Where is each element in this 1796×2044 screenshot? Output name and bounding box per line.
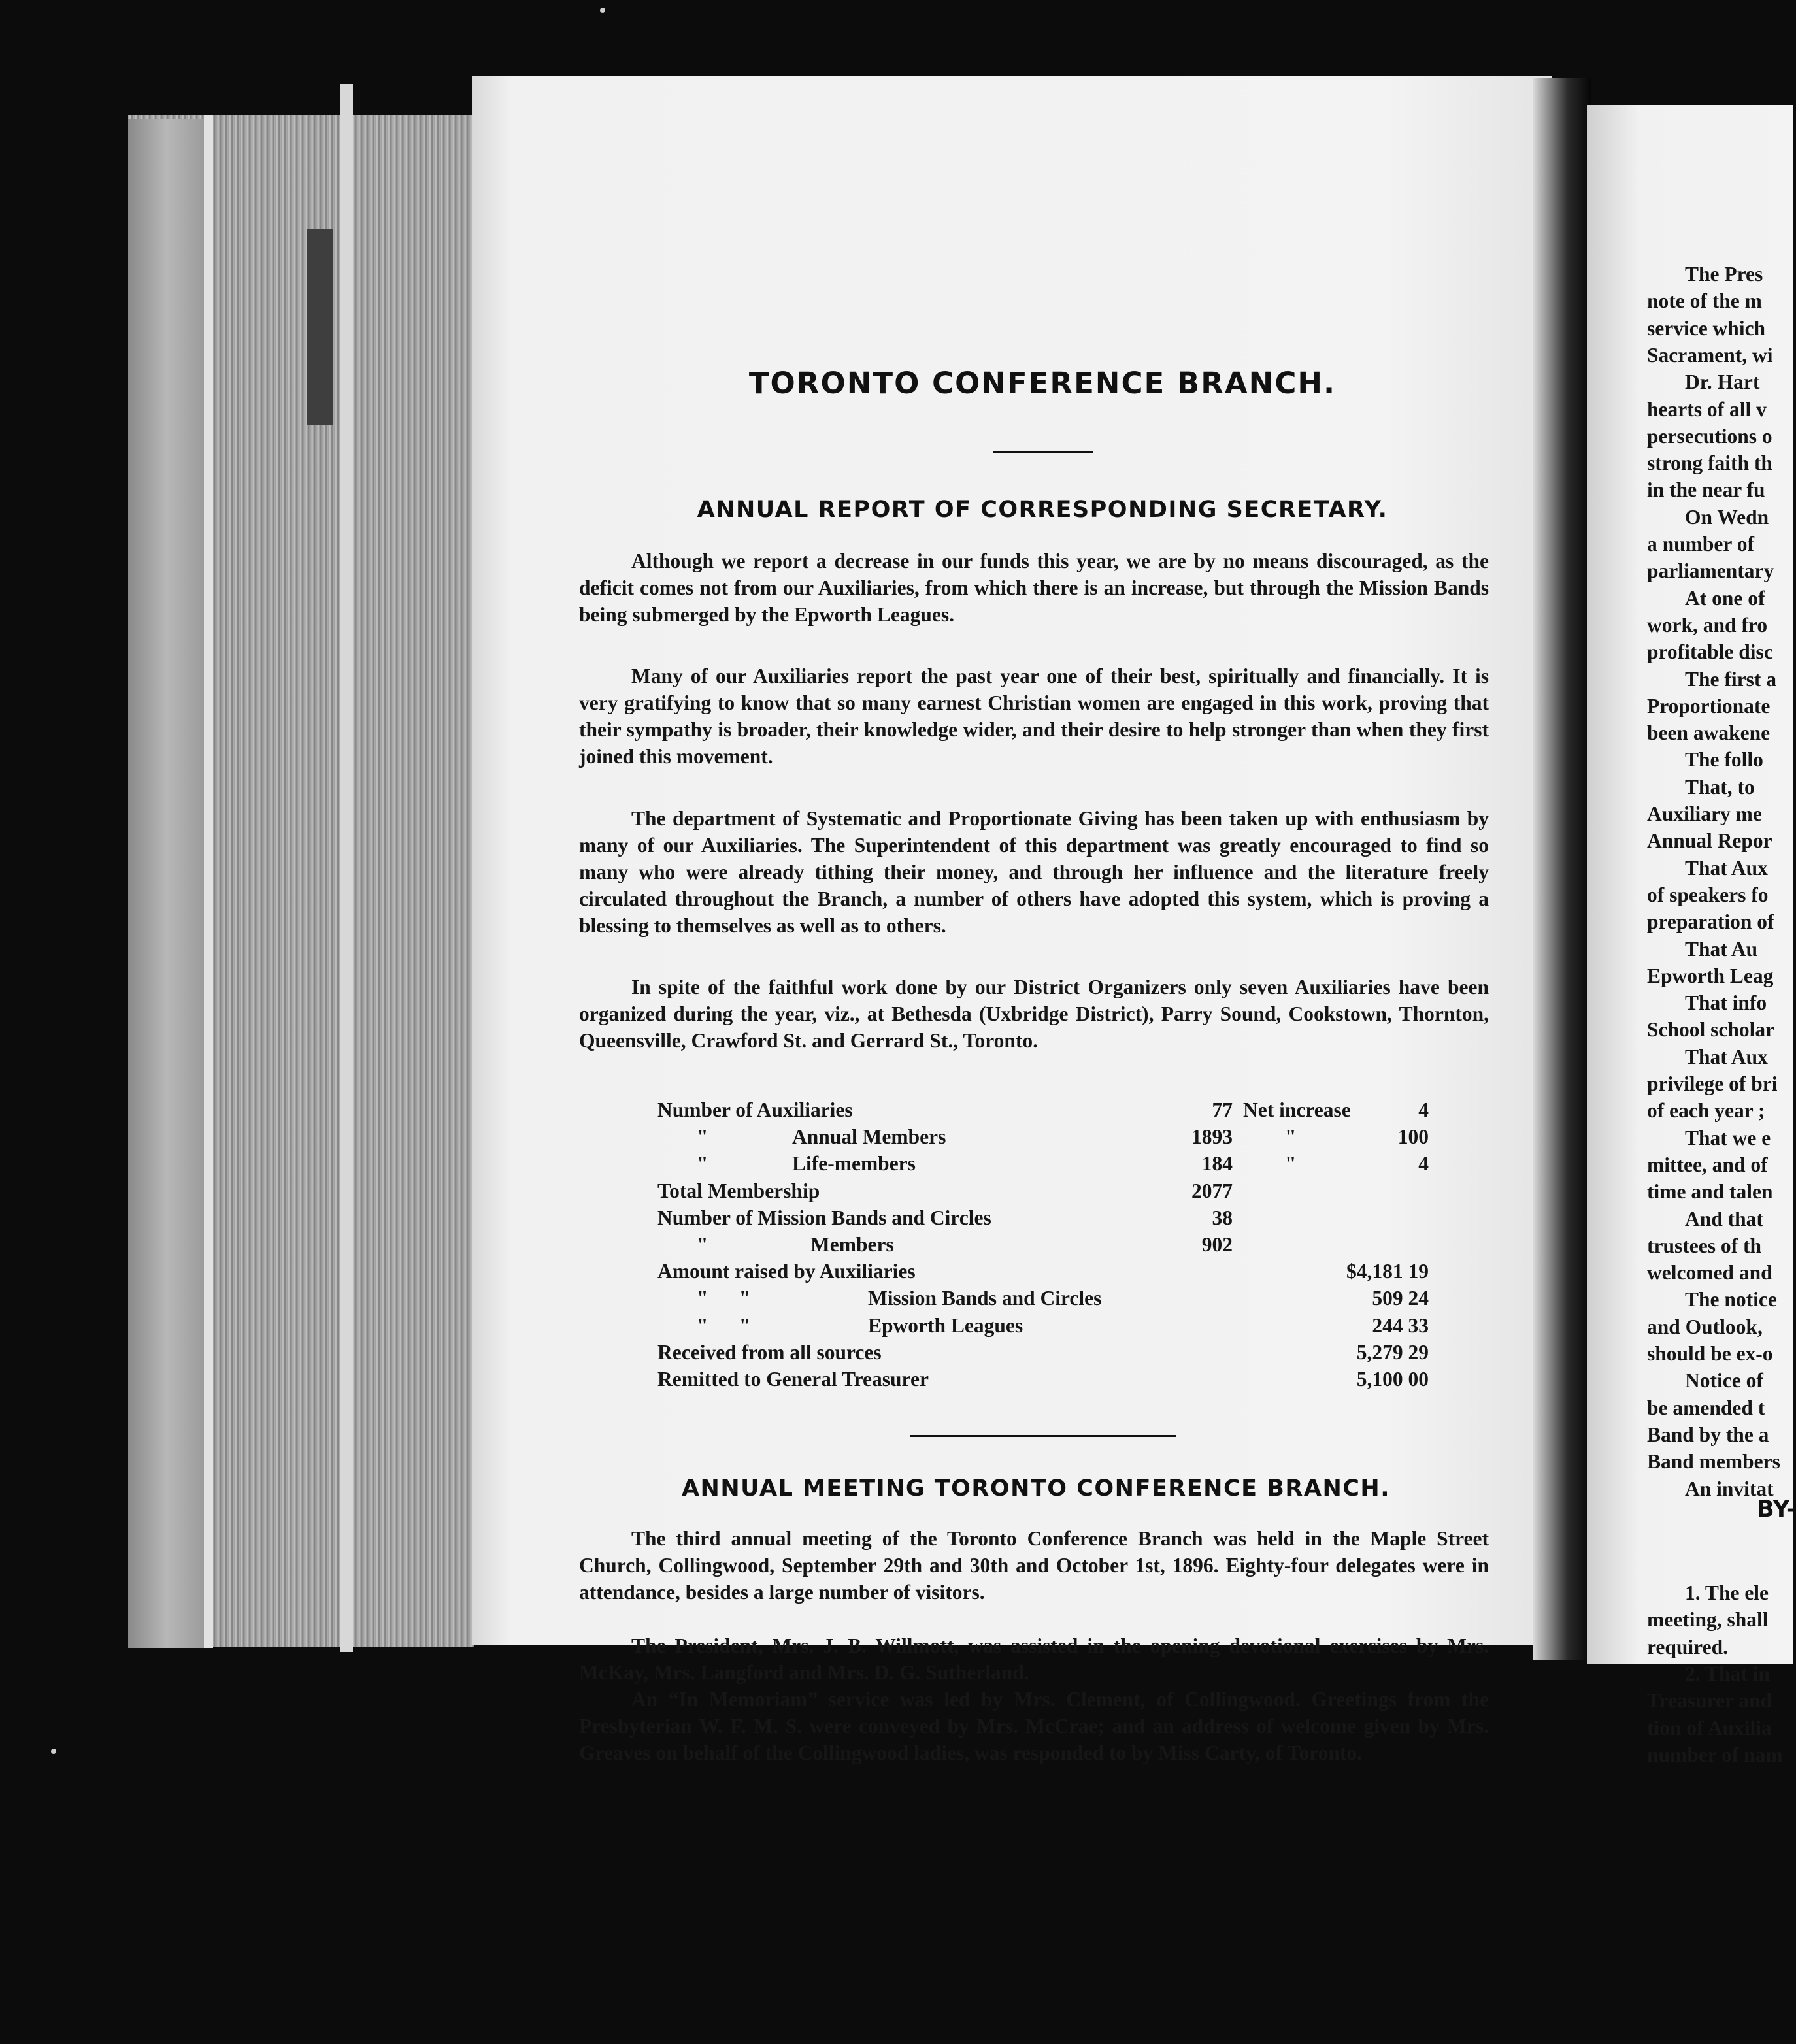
facing-page-line: That Au [1685,937,1758,961]
stats-label: Total Membership [657,1179,820,1202]
report-paragraph: Although we report a decrease in our funds this year, we are by no means discouraged, as the deficit comes not from our Auxiliaries, from which there is an increase, but through the Mission Bands being submerged by the Epworth Leagues. [579,550,1489,626]
stats-net-value: 4 [1418,1098,1429,1121]
stats-net-value: 4 [1418,1152,1429,1176]
stats-sub-label: Life-members [792,1152,916,1176]
amount-label: Amount raised by Auxiliaries [657,1260,916,1283]
facing-page-line: The Pres [1685,263,1763,286]
facing-page-line: School scholar [1647,1018,1775,1042]
facing-page-line: parliamentary [1647,559,1774,583]
stats-row [657,1150,1429,1177]
book-edge-light [340,84,353,1652]
report-paragraph: Many of our Auxiliaries report the past year one of their best, spiritually and financially. It is very gratifying to know that so many earnest Christian women are engaged in this work, proving that their sympathy is broader, their knowledge wider, and their desire to help stronger than when they first joined this movement. [579,665,1489,768]
facing-page-line: mittee, and of [1647,1153,1768,1176]
stats-row [657,1123,1429,1150]
facing-page-line: That, to [1685,775,1755,799]
facing-page-line: That we e [1685,1126,1771,1149]
stats-value: 38 [1212,1206,1233,1229]
facing-page-line: meeting, shall [1647,1608,1769,1632]
facing-page-line: work, and fro [1647,613,1768,636]
book-edge-dark [307,229,333,425]
amount-label: Remitted to General Treasurer [657,1367,929,1391]
stats-row [657,1096,1429,1123]
page-title: TORONTO CONFERENCE BRANCH. [748,366,1337,401]
stats-value: 1893 [1191,1125,1233,1149]
facing-page-line: Notice of [1685,1369,1763,1393]
book-spine-shadow [1533,78,1591,1660]
amount-row [657,1312,1429,1339]
facing-page-line: Treasurer and [1647,1689,1772,1713]
amount-value: $4,181 19 [1346,1260,1429,1283]
facing-page-line: of speakers fo [1647,883,1769,906]
facing-page-line: Annual Repor [1647,829,1772,853]
facing-page-line: That info [1685,991,1767,1015]
facing-page-line: The first a [1685,667,1776,691]
ditto-mark: " [1285,1152,1297,1176]
facing-page-line: been awakene [1647,721,1771,745]
facing-page-line: Dr. Hart [1685,371,1760,394]
stats-net-value: 100 [1397,1125,1429,1149]
facing-page-line: At one of [1685,586,1765,610]
meeting-paragraph: The President, Mrs. J. B. Willmott, was assisted in the opening devotional exercises by Mrs. McKay, Mrs. Langford and Mrs. D. G. Sutherland. [579,1634,1489,1684]
stats-value: 902 [1201,1232,1233,1256]
stats-value: 77 [1212,1098,1233,1121]
facing-page-line: and Outlook, [1647,1315,1763,1338]
facing-page-line: The notice [1685,1288,1777,1311]
ditto-mark: " [697,1232,708,1256]
facing-page-heading: BY- [1757,1496,1796,1523]
stats-sub-label: Members [810,1232,894,1256]
facing-page-line: Sacrament, wi [1647,343,1773,367]
facing-page-line: Epworth Leag [1647,964,1774,987]
stats-net-label: Net increase [1243,1098,1351,1121]
facing-page-line: 1. The ele [1685,1581,1769,1604]
facing-page-line: Band by the a [1647,1423,1769,1446]
facing-page-line: 2. That in [1685,1662,1770,1685]
amount-sub-label: Epworth Leagues [868,1313,1023,1337]
amount-value: 509 24 [1372,1287,1429,1310]
facing-page-line: note of the m [1647,289,1762,313]
facing-page-line: profitable disc [1647,640,1773,664]
amount-row [657,1285,1429,1311]
report-heading: ANNUAL REPORT OF CORRESPONDING SECRETARY. [697,497,1388,523]
amount-value: 5,100 00 [1356,1367,1429,1391]
facing-page-line: An invitat [1685,1477,1774,1500]
report-paragraph: In spite of the faithful work done by our District Organizers only seven Auxiliaries have been organized during the year, viz., at Bethesda (Uxbridge District), Parry Sound, Cookstown, Thornton, Queensville, Crawford St. and Gerrard St., Toronto. [579,976,1489,1052]
amount-label: Received from all sources [657,1340,882,1364]
amount-row [657,1339,1429,1366]
facing-page-line: a number of [1647,533,1754,555]
film-speck [51,1749,56,1754]
book-cover-edge [128,119,205,1648]
amount-value: 244 33 [1372,1313,1429,1337]
stats-value: 184 [1201,1152,1233,1176]
title-rule [993,451,1093,453]
report-paragraph: The department of Systematic and Proportionate Giving has been taken up with enthusiasm by many of our Auxiliaries. The Superintendent of this department was greatly encouraged to find so many who were already tithing their money, and through her influence and the literature freely circulated throughout the Branch, a number of others have adopted this system, which is proving a blessing to themselves as well as to others. [579,807,1489,937]
facing-page-line: be amended t [1647,1396,1765,1419]
facing-page-line: Band members [1647,1450,1780,1474]
amount-value: 5,279 29 [1356,1340,1429,1364]
facing-page-line: welcomed and [1647,1261,1772,1285]
facing-page-line: trustees of th [1647,1234,1761,1257]
facing-page-line: required. [1647,1635,1728,1658]
section-rule [910,1435,1176,1437]
stats-row [657,1178,1429,1204]
amount-row [657,1366,1429,1393]
facing-page-line: number of nam [1647,1743,1783,1766]
ditto-mark: " " [697,1313,751,1337]
ditto-mark: " [697,1125,708,1149]
stats-row [657,1231,1429,1258]
book-edge-shadow [204,115,213,1648]
stats-sub-label: Annual Members [792,1125,946,1149]
facing-page-line: time and talen [1647,1180,1773,1204]
facing-page-line: On Wedn [1685,505,1769,529]
facing-page-line: persecutions o [1647,424,1772,448]
facing-page-line: That Aux [1685,856,1768,880]
stats-value: 2077 [1191,1179,1233,1202]
ditto-mark: " [697,1152,708,1176]
amount-row [657,1258,1429,1285]
facing-page-line: privilege of bri [1647,1072,1778,1095]
facing-page-line: service which [1647,316,1766,340]
facing-page-line: strong faith th [1647,452,1772,475]
facing-page-line: tion of Auxilia [1647,1716,1772,1739]
facing-page-line: Auxiliary me [1647,802,1762,825]
facing-page-line: preparation of [1647,910,1774,934]
facing-page [1587,105,1796,1766]
facing-page-line: The follo [1685,748,1763,772]
facing-page-line: Proportionate [1647,694,1771,717]
amount-sub-label: Mission Bands and Circles [868,1287,1102,1310]
stats-label: Number of Auxiliaries [657,1098,853,1121]
ditto-mark: " " [697,1287,751,1310]
stats-label: Number of Mission Bands and Circles [657,1206,991,1229]
facing-page-line: in the near fu [1647,478,1765,502]
meeting-paragraph: The third annual meeting of the Toronto Conference Branch was held in the Maple Street Church, Collingwood, September 29th and 30th and October 1st, 1896. Eighty-four delegates were in attendance, besides a large number of visitors. [579,1527,1489,1604]
meeting-heading: ANNUAL MEETING TORONTO CONFERENCE BRANCH. [681,1475,1391,1502]
meeting-paragraph: An “In Memoriam” service was led by Mrs. Clement, of Collingwood. Greetings from the Presbyterian W. F. M. S. were conveyed by Mrs. McCrae; and an address of welcome given by Mrs. Greaves on behalf of the Collingwood ladies, was responded to by Miss Carty, of Toronto. [579,1688,1489,1764]
facing-page-line: And that [1685,1207,1763,1230]
facing-page-line: of each year ; [1647,1099,1765,1123]
statistics-table [657,1096,1429,1393]
facing-page-line: That Aux [1685,1045,1768,1068]
ditto-mark: " [1285,1125,1297,1149]
stats-row [657,1204,1429,1231]
facing-page-line: should be ex-o [1647,1342,1773,1365]
film-speck [600,8,605,13]
facing-page-line: hearts of all v [1647,397,1767,421]
